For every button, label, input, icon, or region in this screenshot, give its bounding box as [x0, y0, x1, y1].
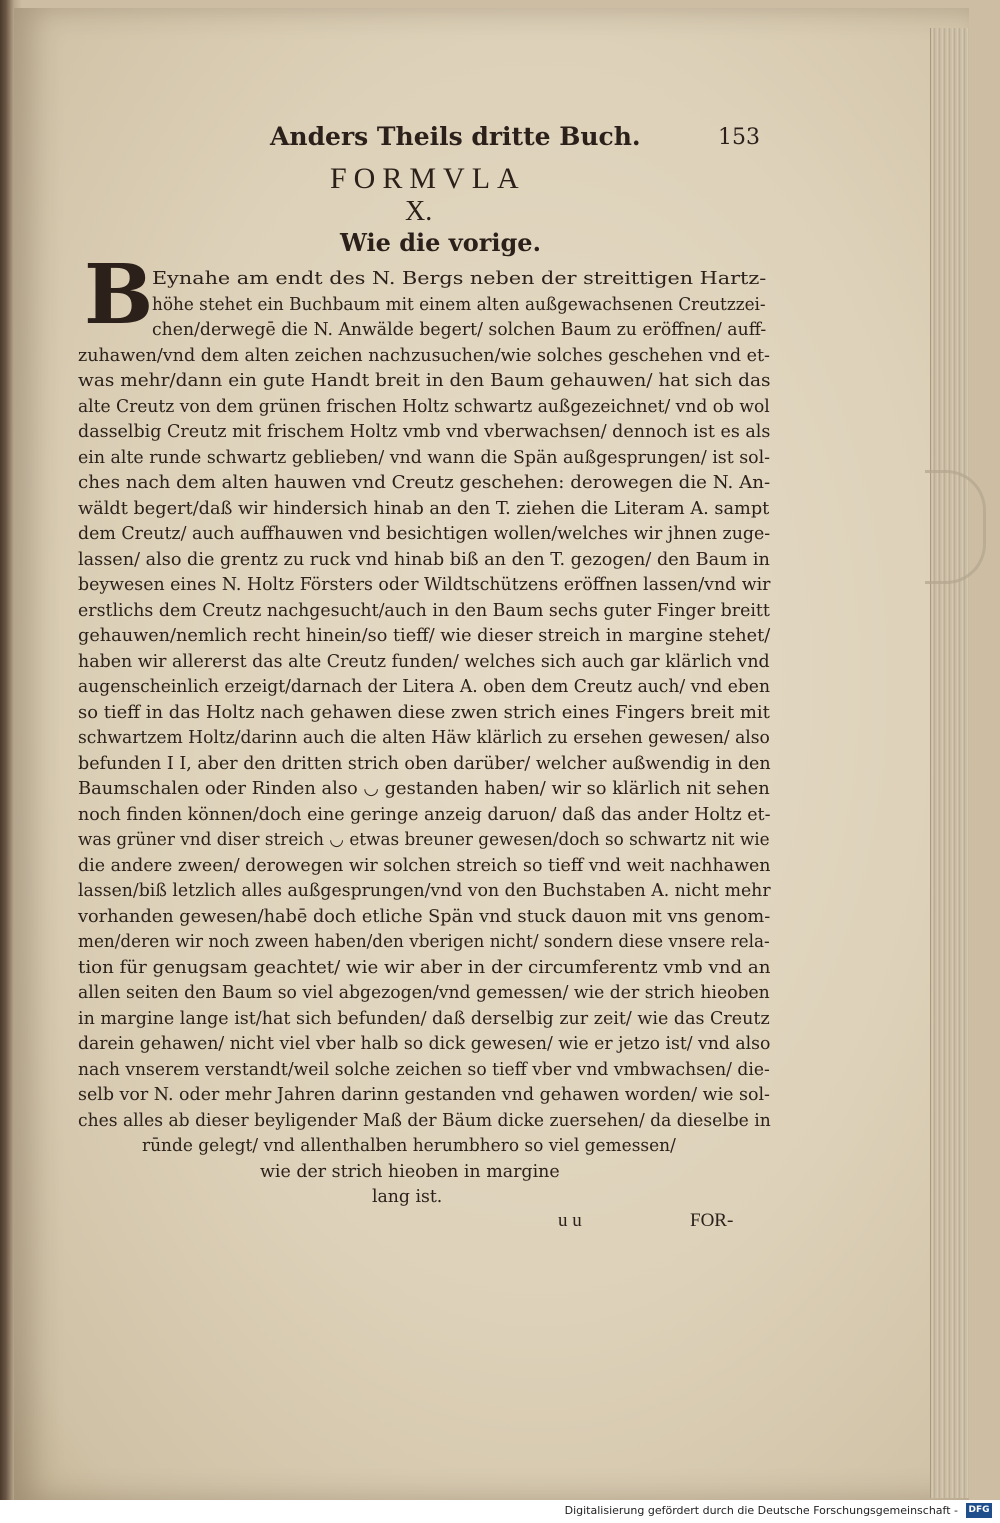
- catchword: FOR-: [690, 1210, 734, 1231]
- body-line: wie der strich hieoben in margine: [260, 1160, 560, 1182]
- formula-title: FORMVLA: [330, 162, 526, 195]
- body-line: vorhanden gewesen/habē doch etliche Spän vnd stuck dauon mit vns genom-: [78, 905, 771, 927]
- body-line: was grüner vnd diser streich ◡ etwas breuner gewesen/doch so schwartz nit wie: [78, 829, 770, 850]
- body-line: lang ist.: [372, 1186, 443, 1207]
- body-line: schwartzem Holtz/darinn auch die alten Häw klärlich zu ersehen gewesen/ also: [78, 727, 770, 748]
- body-line: darein gehawen/ nicht viel vber halb so dick gewesen/ wie er jetzo ist/ vnd also: [78, 1033, 771, 1054]
- body-line: wäldt begert/daß wir hindersich hinab an den T. ziehen die Literam A. sampt: [78, 497, 770, 519]
- body-line: noch finden können/doch eine geringe anzeig daruon/ daß das ander Holtz et-: [78, 803, 771, 825]
- formula-number: X.: [405, 196, 433, 227]
- body-line: befunden I I, aber den dritten strich oben darüber/ welcher außwendig in den: [78, 752, 771, 774]
- body-line: haben wir allererst das alte Creutz funden/ welches sich auch gar klärlich vnd: [78, 650, 770, 672]
- footer-bar: [0, 1500, 1000, 1523]
- body-line: rūnde gelegt/ vnd allenthalben herumbhero so viel gemessen/: [142, 1135, 676, 1156]
- running-head: Anders Theils dritte Buch.: [270, 122, 641, 151]
- body-line: ches alles ab dieser beyligender Maß der Bäum dicke zuersehen/ da dieselbe in: [78, 1109, 771, 1131]
- body-line: höhe stehet ein Buchbaum mit einem alten außgewachsenen Creutzzei-: [152, 293, 766, 315]
- decorated-initial: B: [84, 247, 154, 343]
- body-line: so tieff in das Holtz nach gehawen diese zwen strich eines Fingers breit mit: [78, 701, 770, 723]
- body-line: men/deren wir noch zween haben/den vberigen nicht/ sondern diese vnsere rela-: [78, 931, 770, 952]
- footer-credit: Digitalisierung gefördert durch die Deutsche Forschungsgemeinschaft -: [564, 1504, 958, 1517]
- body-line: beywesen eines N. Holtz Försters oder Wildtschützens eröffnen lassen/vnd wir: [78, 574, 771, 595]
- body-line: erstlichs dem Creutz nachgesucht/auch in den Baum sechs guter Finger breitt: [78, 599, 770, 621]
- body-line: lassen/ also die grentz zu ruck vnd hinab biß an den T. gezogen/ den Baum in: [78, 548, 770, 570]
- signature-mark: u u: [558, 1210, 582, 1231]
- body-line: ein alte runde schwartz geblieben/ vnd wann die Spän außgesprungen/ ist sol-: [78, 446, 771, 468]
- body-line: Eynahe am endt des N. Bergs neben der streittigen Hartz-: [152, 268, 767, 289]
- body-line: was mehr/dann ein gute Handt breit in den Baum gehauwen/ hat sich das: [78, 370, 771, 391]
- body-line: nach vnserem verstandt/weil solche zeichen so tieff vber vnd vmbwachsen/ die-: [78, 1058, 770, 1080]
- body-line: augenscheinlich erzeigt/darnach der Litera A. oben dem Creutz auch/ vnd eben: [78, 676, 770, 697]
- body-line: dem Creutz/ auch auffhauwen vnd besichtigen wollen/welches wir jhnen zuge-: [78, 523, 771, 544]
- body-line: lassen/biß letzlich alles außgesprungen/vnd von den Buchstaben A. nicht mehr: [78, 880, 771, 901]
- body-line: allen seiten den Baum so viel abgezogen/vnd gemessen/ wie der strich hieoben: [78, 982, 770, 1003]
- body-line: chen/derwegē die N. Anwälde begert/ solchen Baum zu eröffnen/ auff-: [152, 319, 767, 340]
- body-line: die andere zween/ derowegen wir solchen streich so tieff vnd weit nachhawen: [78, 854, 771, 876]
- body-line: zuhawen/vnd dem alten zeichen nachzusuchen/wie solches geschehen vnd et-: [78, 344, 770, 366]
- body-line: in margine lange ist/hat sich befunden/ daß derselbig zur zeit/ wie das Creutz: [78, 1007, 770, 1029]
- body-line: gehauwen/nemlich recht hinein/so tieff/ wie dieser streich in margine stehet/: [78, 625, 771, 646]
- body-line: alte Creutz von dem grünen frischen Holtz schwartz außgezeichnet/ vnd ob wol: [78, 395, 770, 417]
- body-line: selb vor N. oder mehr Jahren darinn gestanden vnd gehawen worden/ wie sol-: [78, 1084, 770, 1105]
- dfg-logo: DFG: [966, 1503, 992, 1518]
- body-line: Baumschalen oder Rinden also ◡ gestanden haben/ wir so klärlich nit sehen: [78, 778, 770, 799]
- page-number: 153: [718, 125, 760, 150]
- body-line: dasselbig Creutz mit frischem Holtz vmb vnd vberwachsen/ dennoch ist es als: [78, 421, 771, 442]
- body-line: ches nach dem alten hauwen vnd Creutz geschehen: derowegen die N. An-: [78, 472, 771, 493]
- section-subtitle: Wie die vorige.: [340, 228, 541, 257]
- body-line: tion für genugsam geachtet/ wie wir aber in der circumferentz vmb vnd an: [78, 956, 771, 978]
